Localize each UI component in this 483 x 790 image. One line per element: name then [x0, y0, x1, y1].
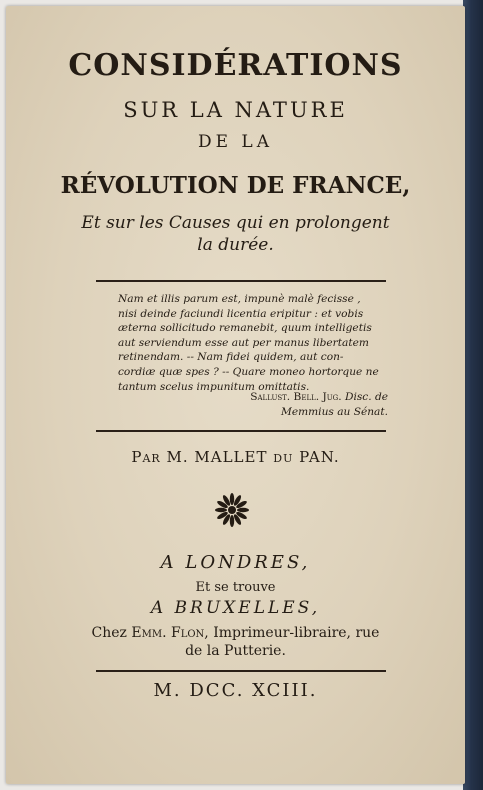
title-line-4: RÉVOLUTION DE FRANCE, — [60, 172, 411, 199]
author-line — [6, 448, 465, 466]
imprint-trouve: Et se trouve — [195, 580, 276, 595]
title-page — [6, 6, 465, 784]
epigraph-line: cordiæ quæ spes ? -- Quare moneo hortorque ne — [118, 365, 379, 378]
imprint-printer — [6, 624, 465, 660]
subtitle-line-1: Et sur les Causes qui en prolongent — [81, 213, 390, 233]
printer-pre: Chez — [91, 625, 127, 641]
book-binding-edge — [463, 0, 483, 790]
epigraph-source-work-2: Memmius au Sénat. — [280, 405, 388, 418]
title-line-2: SUR LA NATURE — [123, 98, 348, 122]
epigraph — [118, 292, 380, 394]
author-name: MALLET — [194, 448, 268, 466]
rule-middle — [96, 430, 386, 432]
epigraph-source-author: Sallust. Bell. Jug. — [250, 391, 342, 403]
printer-street: de la Putterie. — [185, 643, 286, 659]
rule-top — [96, 280, 386, 282]
printers-ornament-icon — [214, 492, 250, 528]
title-line-1: CONSIDÉRATIONS — [68, 48, 403, 83]
imprint-place-brussels: A BRUXELLES, — [150, 598, 321, 618]
epigraph-line: aut serviendum esse aut per manus libertatem — [118, 336, 369, 349]
epigraph-source-work-1: Disc. de — [344, 391, 388, 403]
author-par: Par — [131, 448, 161, 466]
subtitle — [6, 212, 465, 256]
epigraph-source — [156, 390, 388, 419]
printer-post: , Imprimeur-libraire, rue — [204, 625, 380, 641]
title-line-3: DE LA — [197, 132, 273, 152]
epigraph-line: tantum scelus impunitum omittatis. — [118, 380, 310, 393]
rule-bottom — [96, 670, 386, 672]
author-du: du — [273, 448, 294, 466]
author-m: M. — [166, 448, 189, 466]
author-pan: PAN. — [299, 448, 340, 466]
imprint-place-london: A LONDRES, — [160, 552, 311, 573]
epigraph-line: nisi deinde faciundi licentia eripitur : et vobis — [118, 307, 364, 320]
imprint-date: M. DCC. XCIII. — [153, 680, 318, 701]
subtitle-line-2: la durée. — [197, 235, 274, 255]
printer-name: Emm. Flon — [131, 625, 205, 641]
epigraph-line: æterna sollicitudo remanebit, quum intelligetis — [118, 322, 372, 335]
epigraph-line: retinendam. -- Nam fidei quidem, aut con- — [118, 351, 344, 364]
epigraph-line: Nam et illis parum est, impunè malè fecisse , — [118, 293, 361, 305]
